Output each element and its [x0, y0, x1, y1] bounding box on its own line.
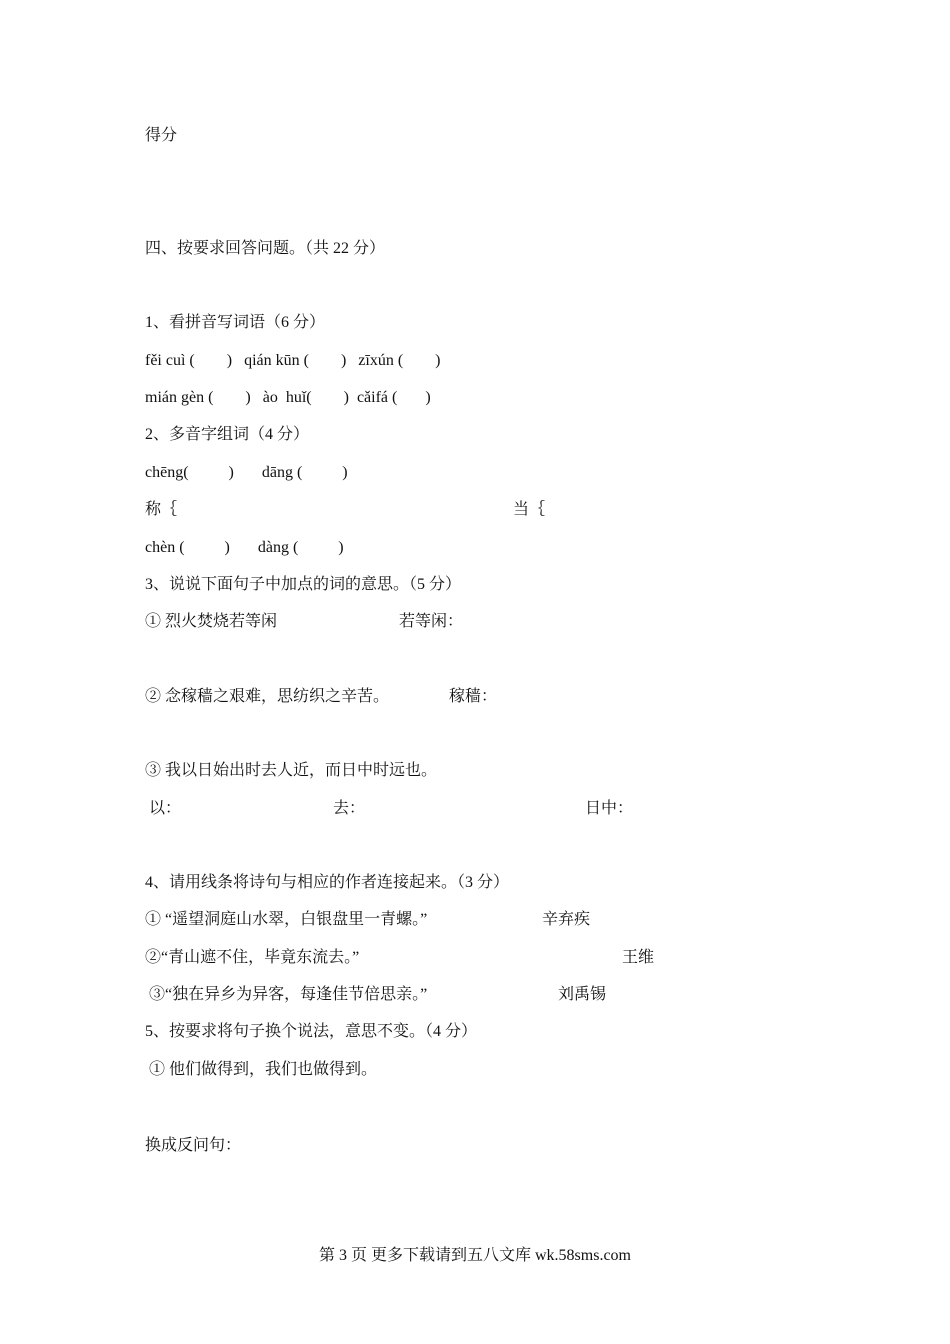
q3-label-qu: 去： — [333, 800, 366, 817]
q2-char-dang: 当｛ — [513, 501, 546, 518]
q3-label-rizhong: 日中： — [585, 800, 634, 817]
q3-label-yi: 以： — [149, 800, 182, 817]
q4-poem-1: ① “遥望洞庭山水翠，白银盘里一青螺。” — [145, 911, 428, 928]
q3-item3-sentence: ③ 我以日始出时去人近，而日中时远也。 — [145, 762, 438, 779]
q1-title: 1、看拼音写词语（6 分） — [145, 314, 326, 331]
q2-title: 2、多音字组词（4 分） — [145, 426, 310, 443]
q3-item1-label: 若等闲： — [399, 613, 464, 630]
q5-title: 5、按要求将句子换个说法，意思不变。（4 分） — [145, 1023, 478, 1040]
q1-pinyin-row-2: mián gèn ( ) ào huǐ( ) cǎifá ( ) — [145, 389, 431, 406]
q3-item1-sentence: ① 烈火焚烧若等闲 — [145, 613, 278, 630]
q4-author-3: 刘禹锡 — [558, 986, 607, 1003]
q2-char-cheng: 称｛ — [145, 501, 178, 518]
q4-title: 4、请用线条将诗句与相应的作者连接起来。（3 分） — [145, 874, 510, 891]
q3-item2-label: 稼穑： — [449, 688, 498, 705]
q4-author-2: 王维 — [622, 949, 655, 966]
q4-poem-3: ③“独在异乡为异客，每逢佳节倍思亲。” — [149, 986, 428, 1003]
section-title: 四、按要求回答问题。（共 22 分） — [145, 240, 386, 257]
q4-author-1: 辛弃疾 — [542, 911, 591, 928]
page-footer: 第 3 页 更多下载请到五八文库 wk.58sms.com — [318, 1247, 631, 1264]
q3-item2-sentence: ② 念稼穑之艰难，思纺织之辛苦。 — [145, 688, 390, 705]
q5-item-1: ① 他们做得到，我们也做得到。 — [149, 1061, 378, 1078]
q2-top-row: chēng( ) dāng ( ) — [145, 464, 348, 481]
q4-poem-2: ②“青山遮不住，毕竟东流去。” — [145, 949, 360, 966]
q3-title: 3、说说下面句子中加点的词的意思。（5 分） — [145, 576, 462, 593]
q2-bottom-row: chèn ( ) dàng ( ) — [145, 539, 344, 556]
q1-pinyin-row-1: fěi cuì ( ) qián kūn ( ) zīxún ( ) — [145, 352, 441, 369]
q5-convert-label: 换成反问句： — [145, 1137, 242, 1154]
score-label: 得分 — [145, 127, 178, 144]
